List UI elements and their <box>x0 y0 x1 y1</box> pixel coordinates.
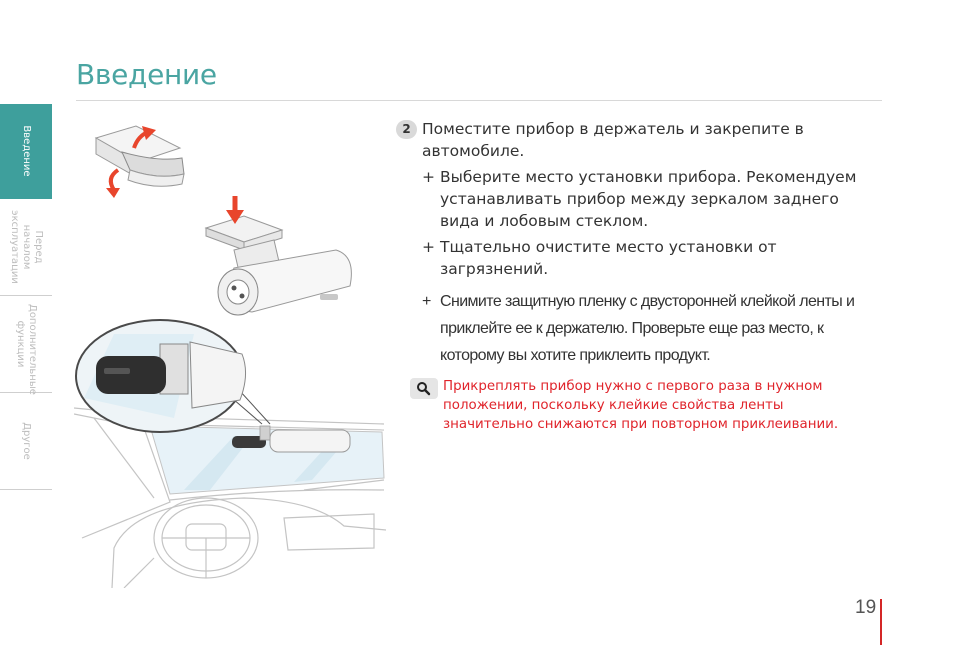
page-number-bar <box>880 599 882 645</box>
peel-arrow-down-head-icon <box>106 188 120 198</box>
sidebar-tab-label: Дополнительные функции <box>15 304 38 395</box>
bullet-item <box>422 166 872 232</box>
page-number: 19 <box>855 597 877 618</box>
note-text: Прикреплять прибор нужно с первого раза в нужном положении, поскольку клейкие свойства ленты значительно снижаются при повторном приклеивании. <box>443 379 839 432</box>
sidebar-tab-introduction[interactable] <box>0 104 52 199</box>
magnified-view <box>76 320 246 432</box>
sidebar-tab-label: Введение <box>21 125 32 177</box>
page-title: Введение <box>76 58 217 91</box>
dashcam-illustration <box>206 216 351 315</box>
rearview-mirror <box>270 430 350 452</box>
installation-illustration <box>74 118 392 588</box>
step-number-badge: 2 <box>396 120 417 139</box>
sidebar-tab-label: Перед началом эксплуатации <box>9 210 44 284</box>
bullet-item <box>422 288 874 369</box>
title-divider <box>76 100 882 101</box>
magnifier-icon <box>410 378 438 399</box>
bullet-marker: + <box>422 168 435 186</box>
peel-arrow-down-icon <box>111 170 118 190</box>
bullet-item <box>422 236 872 280</box>
chapter-sidebar <box>0 104 52 490</box>
sidebar-tab-other[interactable] <box>0 393 52 490</box>
bullet-text: Выберите место установки прибора. Рекомендуем устанавливать прибор между зеркалом заднего вида и лобовым стеклом. <box>440 168 857 230</box>
bullet-text: Снимите защитную пленку с двусторонней клейкой ленты и приклейте ее к держателю. Проверьте еще раз место, к которому вы хотите приклеить продукт. <box>440 293 855 364</box>
bullet-text: Тщательно очистите место установки от загрязнений. <box>440 238 777 278</box>
sidebar-tab-extra-functions[interactable] <box>0 296 52 393</box>
bullet-marker: + <box>422 238 435 256</box>
sidebar-tab-before-use[interactable] <box>0 199 52 296</box>
bullet-marker: + <box>422 293 431 310</box>
sidebar-tab-label: Другое <box>21 422 32 460</box>
step-heading: Поместите прибор в держатель и закрепите в автомобиле. <box>422 120 804 160</box>
